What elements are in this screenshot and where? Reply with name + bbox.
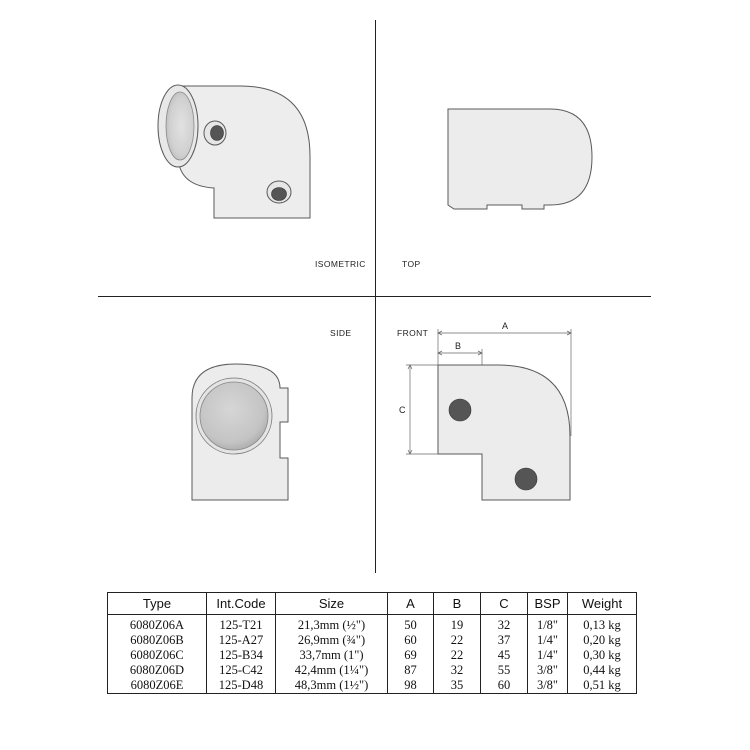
cell-weight: 0,44 kg — [568, 663, 637, 678]
front-view-drawing — [405, 318, 585, 508]
table-row — [108, 633, 637, 648]
header-bsp: BSP — [528, 593, 568, 615]
cell-type: 6080Z06D — [108, 663, 207, 678]
cell-int-code: 125-D48 — [207, 678, 276, 694]
cell-int-code: 125-B34 — [207, 648, 276, 663]
cell-b: 35 — [434, 678, 481, 694]
front-label: FRONT — [397, 328, 429, 338]
cell-size: 42,4mm (1¼") — [276, 663, 388, 678]
side-view-drawing — [188, 358, 308, 508]
cell-int-code: 125-C42 — [207, 663, 276, 678]
table-row — [108, 648, 637, 663]
cell-weight: 0,13 kg — [568, 615, 637, 634]
dimension-b-label: B — [455, 341, 462, 351]
header-size: Size — [276, 593, 388, 615]
header-a: A — [388, 593, 434, 615]
cell-c: 32 — [481, 615, 528, 634]
cell-type: 6080Z06A — [108, 615, 207, 634]
cell-a: 50 — [388, 615, 434, 634]
dimension-c-label: C — [399, 405, 406, 415]
cell-size: 33,7mm (1") — [276, 648, 388, 663]
header-c: C — [481, 593, 528, 615]
cell-c: 55 — [481, 663, 528, 678]
cell-weight: 0,20 kg — [568, 633, 637, 648]
cell-bsp: 3/8" — [528, 663, 568, 678]
cell-b: 22 — [434, 633, 481, 648]
isometric-label: ISOMETRIC — [315, 259, 366, 269]
header-b: B — [434, 593, 481, 615]
cell-a: 98 — [388, 678, 434, 694]
cell-c: 37 — [481, 633, 528, 648]
cell-a: 60 — [388, 633, 434, 648]
cell-type: 6080Z06E — [108, 678, 207, 694]
cell-c: 45 — [481, 648, 528, 663]
cell-size: 21,3mm (½") — [276, 615, 388, 634]
table-row — [108, 663, 637, 678]
cell-int-code: 125-A27 — [207, 633, 276, 648]
cell-b: 19 — [434, 615, 481, 634]
top-label: TOP — [402, 259, 421, 269]
horizontal-divider — [98, 296, 651, 297]
cell-bsp: 1/8" — [528, 615, 568, 634]
cell-type: 6080Z06C — [108, 648, 207, 663]
cell-size: 48,3mm (1½") — [276, 678, 388, 694]
table-row — [108, 615, 637, 634]
cell-size: 26,9mm (¾") — [276, 633, 388, 648]
top-view-drawing — [440, 105, 600, 215]
header-type: Type — [108, 593, 207, 615]
cell-b: 22 — [434, 648, 481, 663]
dimension-a-label: A — [502, 321, 509, 331]
table-header-row — [108, 593, 637, 615]
cell-c: 60 — [481, 678, 528, 694]
cell-type: 6080Z06B — [108, 633, 207, 648]
cell-bsp: 1/4" — [528, 648, 568, 663]
cell-bsp: 1/4" — [528, 633, 568, 648]
cell-weight: 0,51 kg — [568, 678, 637, 694]
cell-a: 87 — [388, 663, 434, 678]
cell-int-code: 125-T21 — [207, 615, 276, 634]
isometric-view-drawing — [150, 78, 320, 223]
cell-bsp: 3/8" — [528, 678, 568, 694]
header-weight: Weight — [568, 593, 637, 615]
header-int-code: Int.Code — [207, 593, 276, 615]
cell-a: 69 — [388, 648, 434, 663]
cell-b: 32 — [434, 663, 481, 678]
specification-table — [107, 592, 637, 694]
cell-weight: 0,30 kg — [568, 648, 637, 663]
side-label: SIDE — [330, 328, 352, 338]
table-row — [108, 678, 637, 694]
